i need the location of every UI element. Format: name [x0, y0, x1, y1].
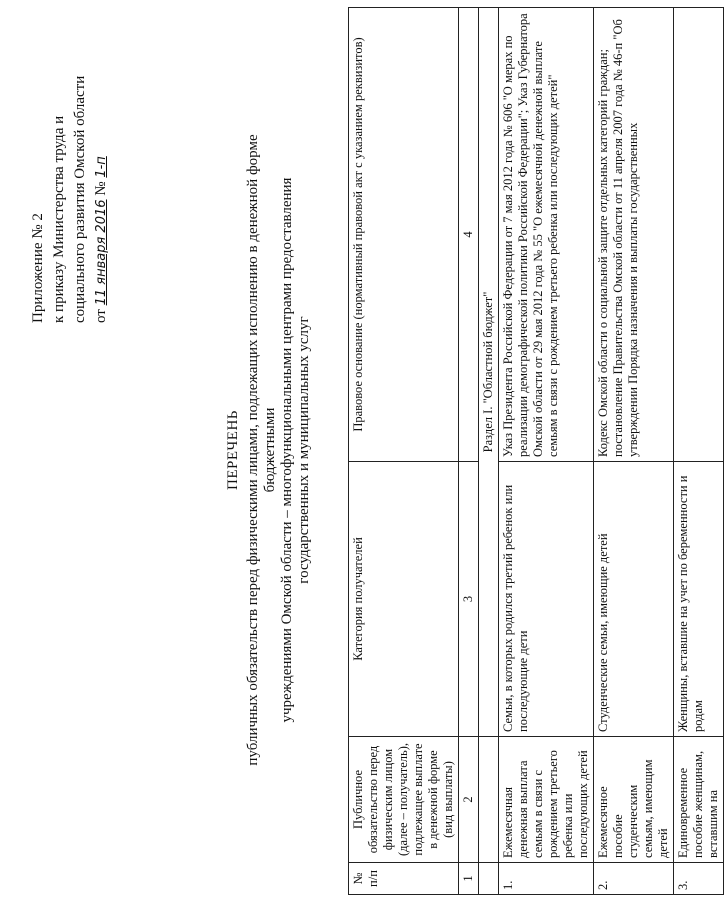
table-header-row: [349, 8, 459, 895]
title-line-1: публичных обязательств перед физическими лицами, подлежащих исполнению в денежной форме бюджетными: [245, 134, 278, 766]
row-legal-basis: [674, 8, 724, 462]
row-obligation: Ежемесячная денежная выплата семьям в связи с рождением третьего ребенка или последующих детей: [499, 737, 594, 863]
column-number-row: [459, 8, 479, 895]
row-obligation: Единовременное пособие женщинам, вставшим на: [674, 737, 724, 863]
title-line-3: государственных и муниципальных услуг: [296, 316, 312, 584]
row-category: Студенческие семьи, имеющие детей: [594, 462, 674, 737]
header-category: Категория получателей: [349, 462, 459, 737]
table-row: [674, 8, 724, 895]
row-category: Семьи, в которых родился третий ребенок или последующие дети: [499, 462, 594, 737]
ministry-line: социального развития Омской области: [72, 75, 88, 323]
row-legal-basis: Указ Президента Российской Федерации от 7 мая 2012 года № 606 "О мерах по реализации демографической политики Российской Федерации"; Указ Губернатора Омской области от 29 мая 2012 года № 55 "О ежемесячной денежной выплате семьям в связи с рождением третьего ребенка или последующих детей": [499, 8, 594, 462]
row-number: 2.: [594, 863, 674, 895]
column-number: 3: [459, 462, 479, 737]
title-block: [225, 105, 313, 795]
appendix-header: [28, 23, 112, 323]
document-title: ПЕРЕЧЕНЬ: [225, 410, 241, 490]
header-legal-basis: Правовое основание (нормативный правовой акт с указанием реквизитов): [349, 8, 459, 462]
table-row: [499, 8, 594, 895]
order-date-line: [91, 23, 112, 323]
section-spacer: [479, 737, 499, 863]
handwritten-date: 11 января 2016: [94, 199, 109, 306]
appendix-number: Приложение № 2: [30, 213, 46, 323]
row-number: 3.: [674, 863, 724, 895]
handwritten-number: 1-п: [94, 156, 109, 178]
date-prefix: от: [93, 309, 109, 323]
title-line-2: учреждениями Омской области – многофункциональными центрами предоставления: [279, 177, 295, 723]
header-number: № п/п: [349, 863, 459, 895]
row-obligation: Ежемесячное пособие студенческим семьям, имеющим детей: [594, 737, 674, 863]
header-obligation: Публичное обязательство перед физическим лицом (далее – получатель), подлежащее выплате в денежной форме (вид выплаты): [349, 737, 459, 863]
order-ref-line: к приказу Министерства труда и: [51, 115, 67, 323]
row-category: Женщины, вставшие на учет по беременности и родам: [674, 462, 724, 737]
table-row: [594, 8, 674, 895]
row-number: 1.: [499, 863, 594, 895]
number-prefix: №: [93, 181, 109, 196]
obligations-table: [348, 7, 724, 895]
section-title: Раздел I. "Областной бюджет": [479, 8, 499, 737]
section-row: [479, 8, 499, 895]
column-number: 2: [459, 737, 479, 863]
section-spacer: [479, 863, 499, 895]
column-number: 4: [459, 8, 479, 462]
row-legal-basis: Кодекс Омской области о социальной защите отдельных категорий граждан; постановление Правительства Омской области от 11 апреля 2007 года № 46-п "Об утверждении Порядка назначения и выплаты государственных: [594, 8, 674, 462]
column-number: 1: [459, 863, 479, 895]
